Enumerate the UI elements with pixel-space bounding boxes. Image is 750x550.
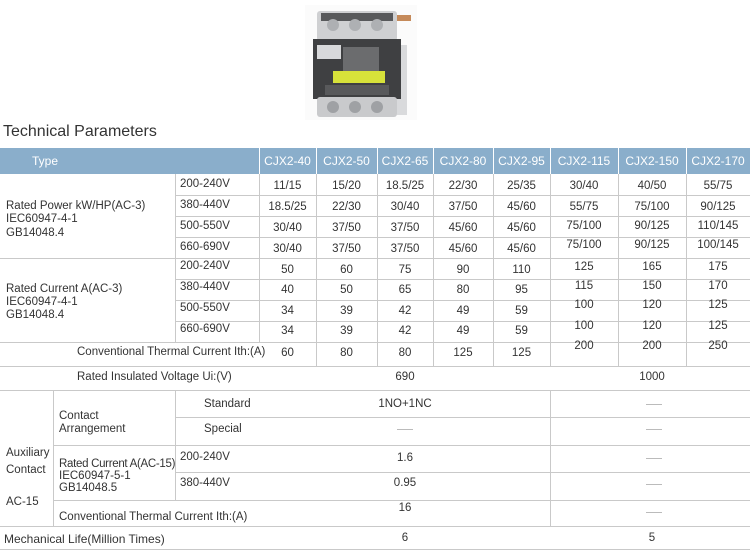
table-cell: 60 <box>281 347 294 359</box>
table-cell: 39 <box>340 325 353 337</box>
table-cell: 37/50 <box>332 222 361 234</box>
table-cell: 65 <box>398 284 412 296</box>
voltage-label: 660-690V <box>180 323 230 335</box>
header-model: CJX2-95 <box>498 154 545 168</box>
table-cell: 18.5/25 <box>268 201 307 213</box>
mechanical-life-label: Mechanical Life(Million Times) <box>4 532 165 546</box>
header-model: CJX2-115 <box>557 154 611 168</box>
rated-current-label: Rated Current A(AC-3) <box>6 283 123 295</box>
grid-line <box>53 500 750 501</box>
dash-mark <box>646 404 662 405</box>
table-cell: 60 <box>340 264 353 276</box>
table-cell: 125 <box>708 299 728 311</box>
grid-line <box>175 472 750 473</box>
table-cell: 59 <box>515 325 528 337</box>
header-model: CJX2-170 <box>691 154 745 168</box>
voltage-label: 500-550V <box>180 220 230 232</box>
table-cell: 75 <box>398 264 412 276</box>
table-cell: 25/35 <box>507 180 536 192</box>
grid-line <box>175 216 750 217</box>
contact-arrangement-label: Arrangement <box>59 423 126 435</box>
standard-value: 1NO+1NC <box>378 398 432 410</box>
table-cell: 110 <box>512 264 531 276</box>
rated-current-standard: IEC60947-4-1 <box>6 296 78 308</box>
insulated-voltage-value: 690 <box>395 371 415 383</box>
standard-label: Standard <box>204 398 251 410</box>
table-cell: 90 <box>456 264 470 276</box>
table-cell: 11/15 <box>273 180 302 192</box>
table-cell: 150 <box>642 280 662 292</box>
voltage-label: 660-690V <box>180 241 230 253</box>
table-cell: 125 <box>453 347 473 359</box>
grid-line <box>175 445 176 501</box>
table-cell: 75/100 <box>634 201 670 213</box>
grid-line <box>0 258 750 259</box>
table-cell: 80 <box>340 347 353 359</box>
special-label: Special <box>204 423 242 435</box>
table-cell: 120 <box>642 299 662 311</box>
grid-line <box>550 390 551 526</box>
table-cell: 45/60 <box>507 201 536 213</box>
table-cell: 30/40 <box>273 222 302 234</box>
grid-line <box>0 366 750 367</box>
header-model: CJX2-50 <box>323 154 370 168</box>
table-cell: 22/30 <box>332 201 361 213</box>
mechanical-life-value: 5 <box>648 532 656 544</box>
table-cell: 37/50 <box>332 243 361 255</box>
voltage-label: 200-240V <box>180 178 230 190</box>
auxiliary-label: AC-15 <box>6 496 39 508</box>
header-model: CJX2-40 <box>264 154 311 168</box>
table-cell: 49 <box>456 325 470 337</box>
table-cell: 110/145 <box>697 220 739 232</box>
table-cell: 115 <box>574 280 594 292</box>
voltage-label: 380-440V <box>180 281 230 293</box>
table-cell: 125 <box>511 347 532 359</box>
grid-line <box>53 390 54 526</box>
rated-power-standard: GB14048.4 <box>6 227 65 239</box>
table-cell: 50 <box>340 284 353 296</box>
header-model: CJX2-65 <box>381 154 429 168</box>
table-cell: 125 <box>708 320 728 332</box>
table-cell: 200 <box>642 340 662 352</box>
dash-mark <box>397 429 413 430</box>
grid-line <box>53 445 750 446</box>
table-cell: 30/40 <box>569 180 599 192</box>
grid-line <box>175 195 750 196</box>
grid-line <box>175 417 750 418</box>
auxiliary-label: Auxiliary <box>6 447 50 459</box>
table-cell: 45/60 <box>507 243 536 255</box>
table-cell: 30/40 <box>390 201 420 213</box>
table-cell: 95 <box>515 284 528 296</box>
table-cell: 40/50 <box>637 180 667 192</box>
table-cell: 59 <box>515 305 528 317</box>
grid-line <box>0 526 750 527</box>
aux-rated-current-standard: GB14048.5 <box>59 482 118 494</box>
table-cell: 80 <box>456 284 470 296</box>
rated-power-standard: IEC60947-4-1 <box>6 213 78 225</box>
table-cell: 40 <box>281 284 294 296</box>
voltage-label: 200-240V <box>180 260 230 272</box>
table-cell: 39 <box>340 305 353 317</box>
table-cell: 175 <box>708 261 728 273</box>
table-cell: 90/125 <box>634 220 670 232</box>
table-cell: 200 <box>574 340 594 352</box>
table-cell: 45/60 <box>507 222 536 234</box>
table-cell: 100/145 <box>697 239 739 251</box>
insulated-voltage-value: 1000 <box>639 371 665 383</box>
aux-current-value: 1.6 <box>397 452 413 464</box>
table-cell: 18.5/25 <box>385 180 425 192</box>
table-cell: 15/20 <box>332 180 361 192</box>
table-cell: 50 <box>281 264 294 276</box>
dash-mark <box>646 512 662 513</box>
table-cell: 34 <box>281 305 294 317</box>
table-cell: 75/100 <box>566 239 602 251</box>
table-cell: 170 <box>708 280 728 292</box>
table-cell: 100 <box>574 299 594 311</box>
aux-current-value: 0.95 <box>393 477 417 489</box>
table-cell: 42 <box>398 305 412 317</box>
aux-thermal-value: 16 <box>398 502 412 514</box>
aux-thermal-label: Conventional Thermal Current Ith:(A) <box>59 511 248 523</box>
table-cell: 37/50 <box>390 243 420 255</box>
table-cell: 45/60 <box>448 243 478 255</box>
rated-current-standard: GB14048.4 <box>6 309 65 321</box>
insulated-voltage-label: Rated Insulated Voltage Ui:(V) <box>77 371 232 383</box>
table-cell: 49 <box>456 305 470 317</box>
table-cell: 90/125 <box>700 201 736 213</box>
thermal-current-label: Conventional Thermal Current Ith:(A) <box>77 346 266 358</box>
table-cell: 37/50 <box>448 201 478 213</box>
table-cell: 250 <box>708 340 728 352</box>
dash-mark <box>646 429 662 430</box>
dash-mark <box>646 458 662 459</box>
voltage-label: 500-550V <box>180 302 230 314</box>
grid-line <box>175 237 750 238</box>
table-cell: 30/40 <box>273 243 302 255</box>
auxiliary-label: Contact <box>6 464 46 476</box>
dash-mark <box>646 484 662 485</box>
rated-power-label: Rated Power kW/HP(AC-3) <box>6 200 146 212</box>
table-cell: 120 <box>642 320 662 332</box>
aux-rated-current-standard: IEC60947-5-1 <box>59 470 131 482</box>
table-cell: 75/100 <box>566 220 602 232</box>
table-cell: 42 <box>398 325 412 337</box>
table-cell: 22/30 <box>448 180 478 192</box>
table-cell: 125 <box>574 261 594 273</box>
table-cell: 80 <box>398 347 412 359</box>
table-cell: 90/125 <box>634 239 670 251</box>
table-cell: 165 <box>642 261 662 273</box>
table-cell: 55/75 <box>703 180 733 192</box>
header-model: CJX2-150 <box>625 154 679 168</box>
page-title: Technical Parameters <box>3 123 157 140</box>
header-model: CJX2-80 <box>439 154 487 168</box>
header-type: Type <box>31 154 58 168</box>
contact-arrangement-label: Contact <box>59 410 99 422</box>
mechanical-life-value: 6 <box>401 532 409 544</box>
voltage-label: 380-440V <box>180 199 230 211</box>
table-cell: 45/60 <box>448 222 478 234</box>
table-cell: 55/75 <box>569 201 599 213</box>
grid-line <box>0 390 750 391</box>
contactor-photo <box>305 5 417 120</box>
aux-rated-current-label: Rated Current A(AC-15) <box>59 458 176 470</box>
voltage-label: 200-240V <box>180 451 230 463</box>
table-cell: 37/50 <box>390 222 420 234</box>
table-cell: 34 <box>281 325 294 337</box>
voltage-label: 380-440V <box>180 477 230 489</box>
table-cell: 100 <box>574 320 594 332</box>
